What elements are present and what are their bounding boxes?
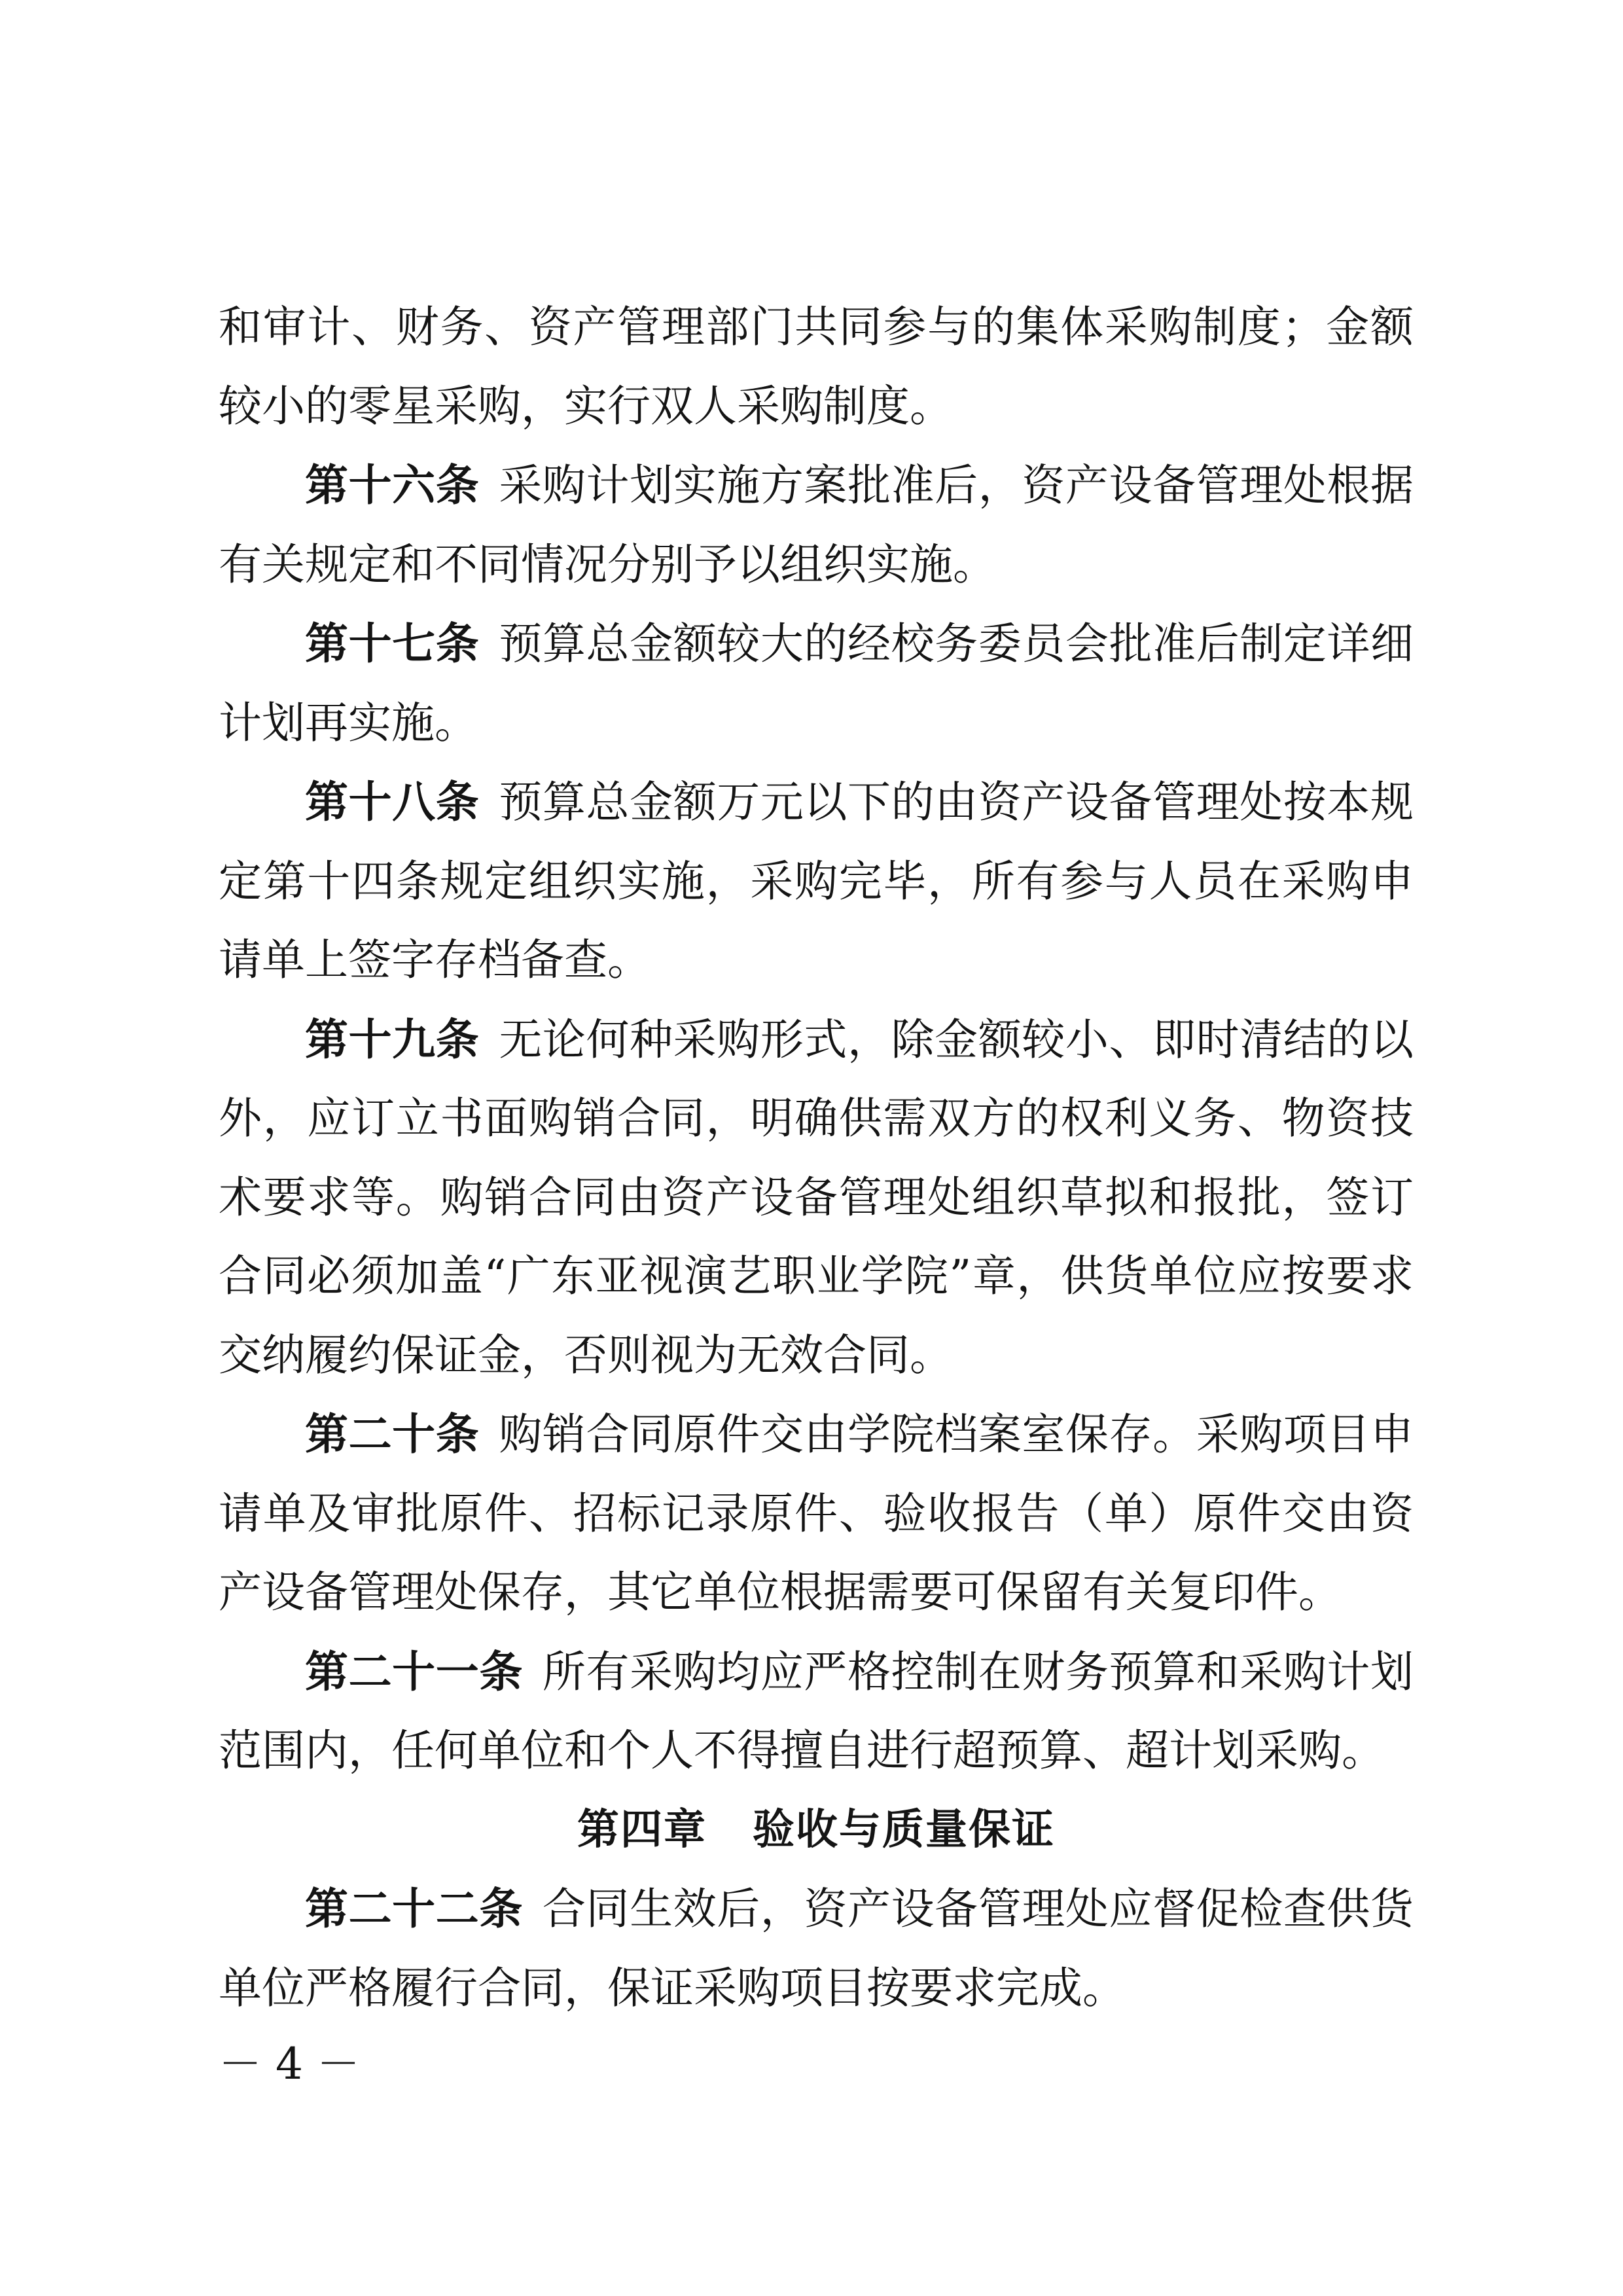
article-text: 采购计划实施方案批准后，资产设备管理处根据有关规定和不同情况分别予以组织实施。	[219, 460, 1414, 590]
article-label: 第二十一条	[305, 1645, 523, 1697]
article-17	[219, 604, 1414, 762]
article-label: 第二十二条	[305, 1883, 523, 1934]
chapter-heading	[219, 1791, 1414, 1870]
article-label: 第十九条	[305, 1013, 480, 1065]
article-21	[219, 1632, 1414, 1791]
article-label: 第十六条	[305, 459, 480, 511]
article-label: 第十七条	[305, 618, 480, 669]
article-22	[219, 1869, 1414, 2028]
body-text	[219, 288, 1414, 2028]
article-label: 第十八条	[305, 776, 480, 827]
article-18	[219, 762, 1414, 1000]
article-19	[219, 1000, 1414, 1395]
article-text: 合同生效后，资产设备管理处应督促检查供货单位严格履行合同，保证采购项目按要求完成。	[219, 1884, 1414, 2013]
article-20	[219, 1395, 1414, 1632]
article-text: 预算总金额万元以下的由资产设备管理处按本规定第十四条规定组织实施，采购完毕，所有参与人员在采购申请单上签字存档备查。	[219, 777, 1414, 985]
paragraph-continued	[219, 288, 1414, 446]
article-text: 无论何种采购形式，除金额较小、即时清结的以外，应订立书面购销合同，明确供需双方的权利义务、物资技术要求等。购销合同由资产设备管理处组织草拟和报批，签订合同必须加盖“广东亚视演艺职业学院”章，供货单位应按要求交纳履约保证金，否则视为无效合同。	[219, 1014, 1414, 1380]
chapter-number: 第四章	[577, 1805, 707, 1854]
paragraph-text: 和审计、财务、资产管理部门共同参与的集体采购制度；金额较小的零星采购，实行双人采购制度。	[219, 302, 1414, 431]
article-16	[219, 446, 1414, 604]
article-text: 购销合同原件交由学院档案室保存。采购项目申请单及审批原件、招标记录原件、验收报告（单）原件交由资产设备管理处保存，其它单位根据需要可保留有关复印件。	[219, 1409, 1414, 1617]
article-text: 预算总金额较大的经校务委员会批准后制定详细计划再实施。	[219, 619, 1414, 748]
article-label: 第二十条	[305, 1408, 480, 1460]
page-number: － 4 －	[219, 2039, 360, 2089]
article-text: 所有采购均应严格控制在财务预算和采购计划范围内，任何单位和个人不得擅自进行超预算、超计划采购。	[219, 1646, 1414, 1776]
chapter-title: 验收与质量保证	[753, 1805, 1055, 1854]
